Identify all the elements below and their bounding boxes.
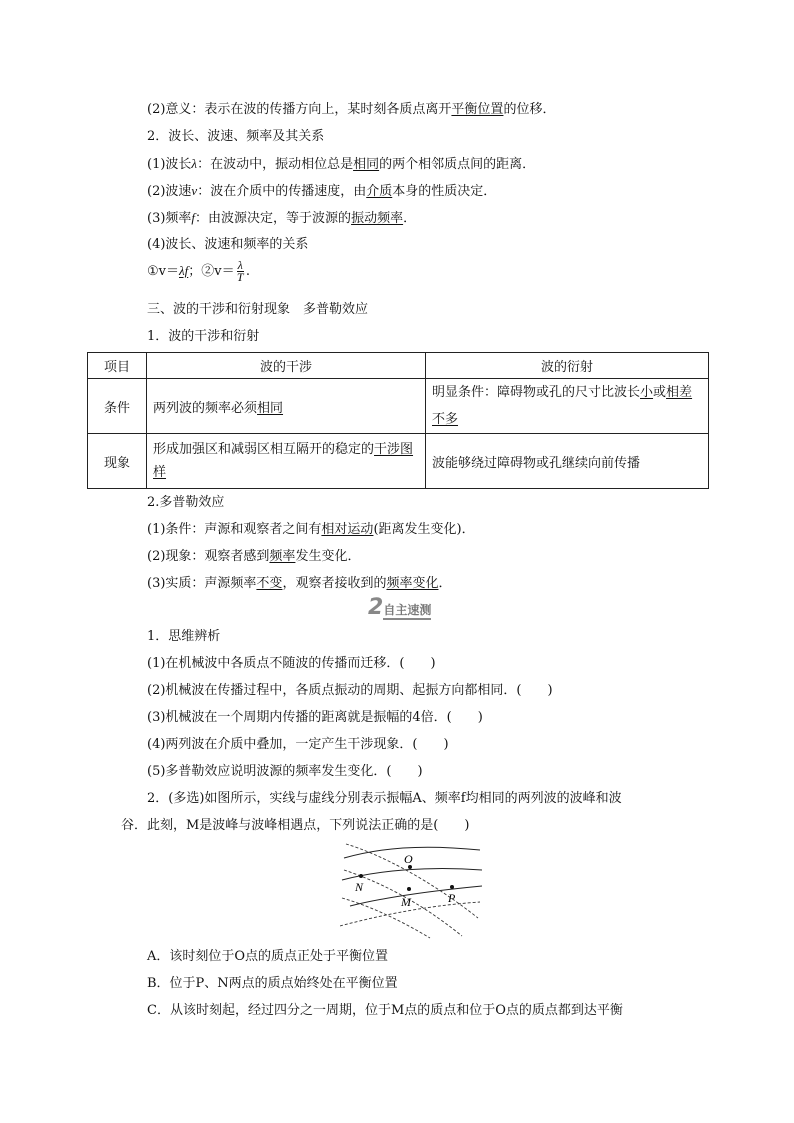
doppler-phenomenon-end: 发生变化．: [295, 549, 361, 564]
condition-diffraction-text: 明显条件：障碍物或孔的尺寸比波长: [432, 385, 641, 400]
solid-crest-3: [350, 886, 482, 906]
banner-title: 自主速测: [383, 603, 431, 620]
velocity-end: 本身的性质决定．: [392, 184, 497, 199]
row-label-phenomenon: 现象: [88, 434, 147, 489]
relation-heading: (4)波长、波速和频率的关系: [147, 237, 309, 252]
formula-1-blank: λf: [179, 263, 189, 278]
doppler-condition-end: (距离发生变化)．: [373, 522, 475, 537]
doppler-phenomenon: [147, 548, 360, 566]
doppler-essence-blank-2: 频率变化: [386, 576, 439, 591]
wavelength-text: ：在波动中，振动相位总是: [197, 157, 354, 172]
wavelength-line: [147, 155, 535, 174]
wavelength-symbol: λ: [191, 156, 198, 171]
banner-number: 2: [368, 595, 384, 620]
question2-line2: 谷．此刻，M是波峰与波峰相遇点，下列说法正确的是( ): [121, 818, 470, 833]
phenomenon-diffraction: 波能够绕过障碍物或孔继续向前传播: [426, 434, 709, 489]
condition-diffraction: [426, 379, 709, 434]
option-b: B．位于P、N两点的质点始终处在平衡位置: [147, 976, 398, 991]
formula-fraction: [237, 260, 244, 283]
quiz-item: (4)两列波在介质中叠加，一定产生干涉现象．( ): [147, 737, 449, 752]
table-header-row: [88, 353, 709, 379]
fraction-numerator: λ: [237, 258, 243, 272]
quiz-item: (3)机械波在一个周期内传播的距离就是振幅的4倍．( ): [147, 710, 483, 725]
option-c: C．从该时刻起，经过四分之一周期，位于M点的质点和位于O点的质点都到达平衡: [147, 1003, 623, 1018]
phenomenon-interference-text: 形成加强区和减弱区相互隔开的稳定的: [153, 442, 375, 457]
table-header-item: 项目: [88, 353, 147, 379]
velocity-label: (2)波速: [147, 184, 192, 199]
wave-figure-svg: [340, 840, 484, 940]
formula-end: .: [245, 264, 250, 279]
meaning-blank: 平衡位置: [451, 102, 504, 117]
meaning-line: [147, 101, 555, 119]
table-row-phenomenon: [88, 434, 709, 489]
doppler-essence-end: ．: [438, 576, 452, 591]
point-p: [450, 885, 454, 889]
frequency-text: ：由波源决定，等于波源的: [195, 211, 352, 226]
fraction-denominator: T: [236, 270, 244, 284]
condition-diffraction-blank-2: 相差不多: [432, 385, 693, 427]
label-o: O: [404, 852, 413, 866]
point-m: [407, 887, 411, 891]
table-header-diffraction: 波的衍射: [426, 353, 709, 379]
row-label-condition: 条件: [88, 379, 147, 434]
phenomenon-interference: [147, 434, 426, 489]
wavelength-end: 的两个相邻质点间的距离．: [379, 157, 536, 172]
quiz-item: (1)在机械波中各质点不随波的传播而迁移．( ): [147, 656, 436, 671]
table-header-interference: 波的干涉: [147, 353, 426, 379]
doppler-phenomenon-text: (2)现象：观察者感到: [147, 549, 270, 564]
point-n: [359, 874, 363, 878]
condition-interference: [147, 379, 426, 434]
label-m: M: [401, 895, 411, 909]
doppler-condition-blank: 相对运动: [321, 522, 374, 537]
formula-2: ；②v＝: [188, 264, 235, 279]
phenomenon-interference-blank: 干涉图样: [153, 442, 414, 480]
doppler-condition-text: (1)条件：声源和观察者之间有: [147, 522, 322, 537]
heading-wave-relations: 2．波长、波速、频率及其关系: [147, 129, 325, 144]
interference-subheading: 1．波的干涉和衍射: [147, 329, 260, 344]
condition-diffraction-or: 或: [653, 385, 667, 400]
wavelength-blank: 相同: [353, 157, 380, 172]
quiz-heading: 1．思维辨析: [147, 629, 221, 644]
quiz-item: (2)机械波在传播过程中，各质点振动的周期、起振方向都相同．( ): [147, 683, 553, 698]
formula-1: ①v＝: [147, 264, 179, 279]
table-row-condition: [88, 379, 709, 434]
interference-diffraction-table: [87, 352, 709, 489]
condition-diffraction-blank-1: 小: [640, 385, 654, 400]
solid-crest-2: [342, 868, 482, 880]
frequency-line: [147, 209, 416, 228]
doppler-essence-blank-1: 不变: [256, 576, 283, 591]
wave-interference-figure: [340, 840, 484, 940]
condition-interference-blank: 相同: [257, 400, 284, 416]
meaning-end: 的位移．: [503, 102, 556, 117]
velocity-blank: 介质: [366, 184, 393, 199]
condition-interference-text: 两列波的频率必须: [153, 400, 258, 416]
frequency-blank: 振动频率: [351, 211, 404, 226]
label-n: N: [355, 880, 364, 894]
frequency-symbol: f: [191, 210, 196, 225]
option-a: A．该时刻位于O点的质点正处于平衡位置: [147, 949, 389, 964]
section3-heading: 三、波的干涉和衍射现象 多普勒效应: [147, 302, 369, 317]
question2-line1: 2．(多选)如图所示，实线与虚线分别表示振幅A、频率f均相同的两列波的波峰和波: [147, 791, 622, 806]
frequency-label: (3)频率: [147, 211, 192, 226]
doppler-essence-mid: ，观察者接收到的: [282, 576, 387, 591]
doppler-condition: [147, 521, 475, 539]
self-test-banner: [368, 595, 456, 619]
velocity-text: ：波在介质中的传播速度，由: [197, 184, 367, 199]
doppler-subheading: 2.多普勒效应: [147, 495, 225, 510]
label-p: P: [448, 891, 456, 905]
doppler-essence-text: (3)实质：声源频率: [147, 576, 257, 591]
meaning-text: (2)意义：表示在波的传播方向上，某时刻各质点离开: [147, 102, 452, 117]
doppler-phenomenon-blank: 频率: [269, 549, 296, 564]
wavelength-label: (1)波长: [147, 157, 192, 172]
formula-line: [147, 258, 250, 285]
frequency-end: ．: [403, 211, 417, 226]
quiz-item: (5)多普勒效应说明波源的频率发生变化．( ): [147, 764, 423, 779]
doppler-essence: [147, 575, 451, 593]
velocity-symbol: v: [191, 183, 198, 198]
velocity-line: [147, 182, 496, 201]
